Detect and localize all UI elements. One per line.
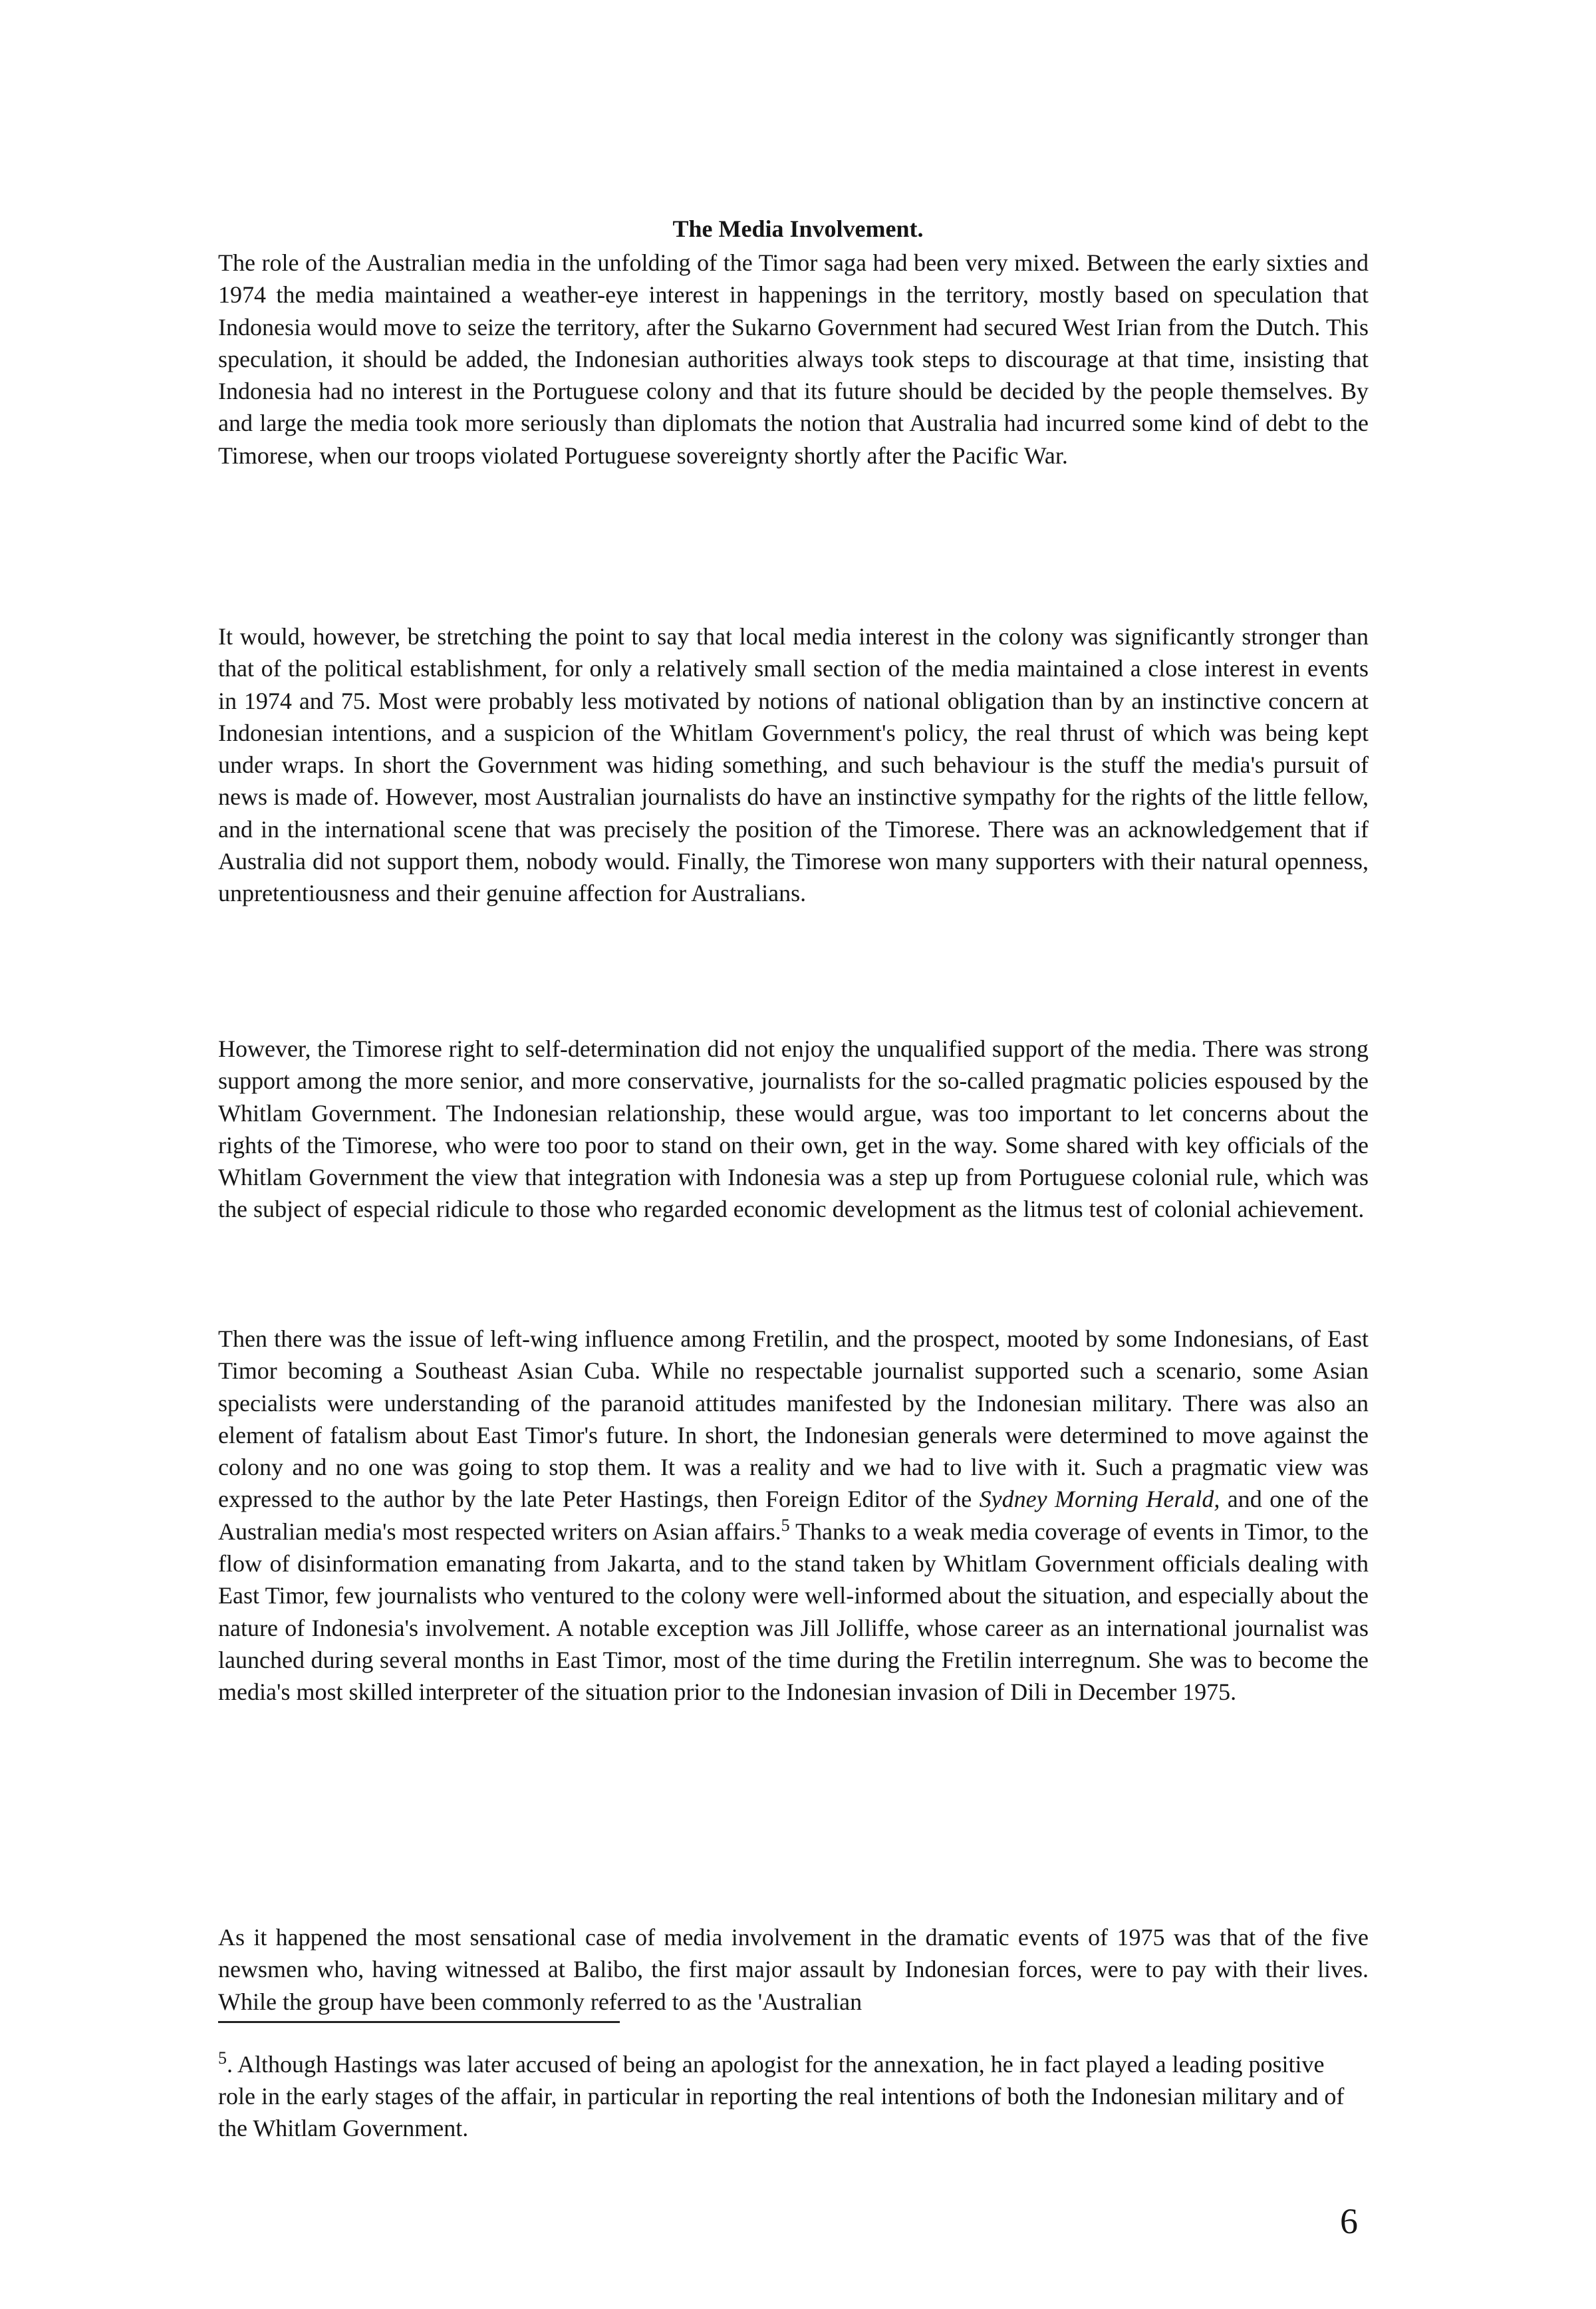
- paragraph-4: [218, 1323, 1369, 1708]
- paragraph-1: The role of the Australian media in the unfolding of the Timor saga had been very mixed. Between the early sixties and 1974 the media maintained a weather-eye interest in happenings in the territory, mostly based on speculation that Indonesia would move to seize the territory, after the Sukarno Government had secured West Irian from the Dutch. This speculation, it should be added, the Indonesian authorities always took steps to discourage at that time, insisting that Indonesia had no interest in the Portuguese colony and that its future should be decided by the people themselves. By and large the media took more seriously than diplomats the notion that Australia had incurred some kind of debt to the Timorese, when our troops violated Portuguese sovereignty shortly after the Pacific War.: [218, 249, 1369, 469]
- footnote-divider: [218, 2021, 620, 2023]
- footnote-text: . Although Hastings was later accused of being an apologist for the annexation, he in fact played a leading positive role in the early stages of the affair, in particular in reporting the real intentions of both the Indonesian military and of the Whitlam Government.: [218, 2051, 1345, 2141]
- paragraph-4-text-middle: and one of the Australian media's most respected writers on Asian affairs.: [218, 1486, 1369, 1545]
- paragraph-4-text-end: Thanks to a weak media coverage of events in Timor, to the flow of disinformation emanating from Jakarta, and to the stand taken by Whitlam Government officials dealing with East Timor, few journalists who ventured to the colony were well-informed about the situation, and especially about the nature of Indonesia's involvement. A notable exception was Jill Jolliffe, whose career as an international journalist was launched during several months in East Timor, most of the time during the Fretilin interregnum. She was to become the media's most skilled interpreter of the situation prior to the Indonesian invasion of Dili in December 1975.: [218, 1518, 1369, 1706]
- paragraph-3: However, the Timorese right to self-determination did not enjoy the unqualified support of the media. There was strong support among the more senior, and more conservative, journalists for the so-called pragmatic policies espoused by the Whitlam Government. The Indonesian relationship, these would argue, was too important to let concerns about the rights of the Timorese, who were too poor to stand on their own, get in the way. Some shared with key officials of the Whitlam Government the view that integration with Indonesia was a step up from Portuguese colonial rule, which was the subject of especial ridicule to those who regarded economic development as the litmus test of colonial achievement.: [218, 1035, 1369, 1223]
- newspaper-title: Sydney Morning Herald,: [979, 1486, 1220, 1513]
- section-title: The Media Involvement.: [672, 215, 924, 242]
- page-number: 6: [1340, 2201, 1358, 2241]
- footnote-reference[interactable]: 5: [781, 1515, 790, 1535]
- paragraph-4-text-start: Then there was the issue of left-wing influence among Fretilin, and the prospect, mooted by some Indonesians, of East Timor becoming a Southeast Asian Cuba. While no respectable journalist supported such a scenario, some Asian specialists were understanding of the paranoid attitudes manifested by the Indonesian military. There was also an element of fatalism about East Timor's future. In short, the Indonesian generals were determined to move against the colony and no one was going to stop them. It was a reality and we had to live with it. Such a pragmatic view was expressed to the author by the late Peter Hastings, then Foreign Editor of the: [218, 1325, 1369, 1513]
- footnote: [218, 2048, 1362, 2144]
- paragraph-2: It would, however, be stretching the point to say that local media interest in the colony was significantly stronger than that of the political establishment, for only a relatively small section of the media maintained a close interest in events in 1974 and 75. Most were probably less motivated by notions of national obligation than by an instinctive concern at Indonesian intentions, and a suspicion of the Whitlam Government's policy, the real thrust of which was being kept under wraps. In short the Government was hiding something, and such behaviour is the stuff the media's pursuit of news is made of. However, most Australian journalists do have an instinctive sympathy for the rights of the little fellow, and in the international scene that was precisely the position of the Timorese. There was an acknowledgement that if Australia did not support them, nobody would. Finally, the Timorese won many supporters with their natural openness, unpretentiousness and their genuine affection for Australians.: [218, 623, 1369, 907]
- paragraph-5: As it happened the most sensational case of media involvement in the dramatic events of 1975 was that of the five newsmen who, having witnessed at Balibo, the first major assault by Indonesian forces, were to pay with their lives. While the group have been commonly referred to as the 'Australian: [218, 1924, 1369, 2015]
- footnote-mark: 5: [218, 2048, 227, 2068]
